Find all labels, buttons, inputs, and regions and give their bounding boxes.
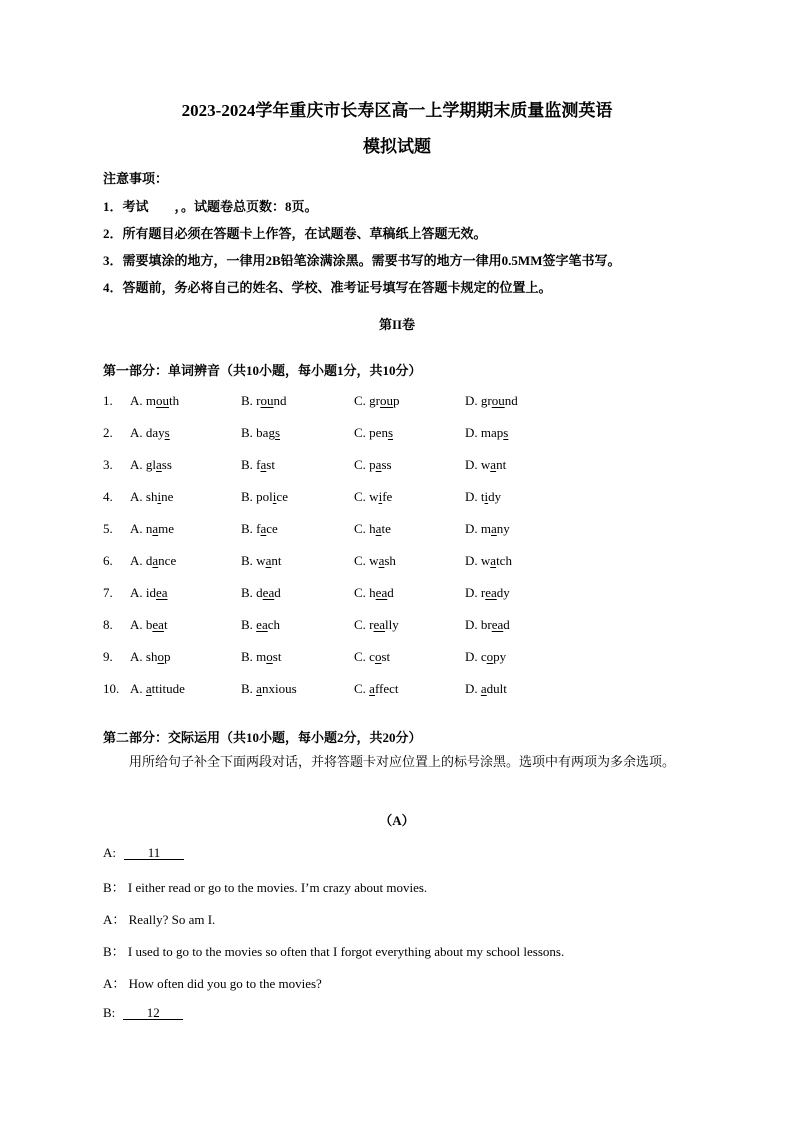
underlined-letters: ea — [485, 585, 497, 600]
option-c: C. pass — [354, 457, 392, 472]
speaker-label: A： — [103, 976, 126, 991]
option-d: D. ready — [465, 585, 510, 600]
underlined-letters: a — [260, 457, 267, 472]
underlined-letters: a — [156, 457, 162, 472]
option-c: C. wash — [354, 553, 396, 568]
option-b: B. bags — [241, 425, 281, 440]
option-b: B. round — [241, 393, 287, 408]
part2-heading: 第二部分：交际运用（共10小题，每小题2分，共20分） — [103, 730, 422, 745]
underlined-letters: a — [375, 521, 382, 536]
dialogue-line — [103, 973, 322, 992]
speaker-label: A： — [103, 912, 126, 927]
underlined-letters: i — [272, 489, 277, 504]
underlined-letters: o — [374, 649, 382, 664]
option-c: C. head — [354, 585, 394, 600]
underlined-letters: a — [491, 521, 497, 536]
option-c: C. hate — [354, 521, 391, 536]
underlined-letters: i — [484, 489, 489, 504]
option-c: C. wife — [354, 489, 393, 504]
speaker-label: B： — [103, 880, 125, 895]
option-c: C. pens — [354, 425, 394, 440]
exam-title-line2: 模拟试题 — [363, 137, 431, 156]
option-b: B. each — [241, 617, 280, 632]
underlined-letters: a — [265, 553, 272, 568]
underlined-letters: a — [369, 681, 375, 696]
question-number: 5. — [103, 521, 113, 536]
underlined-letters: ea — [491, 617, 504, 632]
question-number: 10. — [103, 681, 120, 696]
dialogue-line — [103, 1005, 183, 1021]
underlined-letters: s — [503, 425, 509, 440]
dialogue-line — [103, 877, 427, 896]
question-number: 1. — [103, 393, 113, 408]
underlined-letters: ea — [373, 617, 386, 632]
question-number: 7. — [103, 585, 113, 600]
underlined-letters: s — [274, 425, 281, 440]
underlined-letters: s — [164, 425, 170, 440]
underlined-letters: a — [490, 553, 497, 568]
underlined-letters: s — [387, 425, 394, 440]
option-a: A. dance — [130, 553, 177, 568]
underlined-letters: i — [378, 489, 383, 504]
underlined-letters: a — [256, 681, 262, 696]
question-number: 6. — [103, 553, 113, 568]
speaker-label: A: — [103, 845, 116, 860]
underlined-letters: ou — [380, 393, 393, 408]
underlined-letters: ou — [156, 393, 169, 408]
option-b: B. police — [241, 489, 288, 504]
underlined-letters: ea — [156, 585, 168, 600]
option-a: A. beat — [130, 617, 168, 632]
option-b: B. dead — [241, 585, 281, 600]
notice-item-2: 2．所有题目必须在答题卡上作答，在试题卷、草稿纸上答题无效。 — [103, 226, 487, 241]
underlined-letters: ou — [491, 393, 505, 408]
option-a: A. idea — [130, 585, 168, 600]
dialogue-line — [103, 845, 184, 861]
option-d: D. adult — [465, 681, 507, 696]
dialogue-text: I either read or go to the movies. I’m crazy about movies. — [124, 880, 428, 895]
option-c: C. group — [354, 393, 400, 408]
underlined-letters: o — [266, 649, 273, 664]
underlined-letters: ea — [152, 617, 164, 632]
answer-blank: 12 — [123, 1006, 183, 1020]
notice-item-3: 3．需要填涂的地方，一律用2B铅笔涂满涂黑。需要书写的地方一律用0.5MM签字笔书写。 — [103, 253, 621, 268]
question-number: 8. — [103, 617, 113, 632]
notice-item-1: 1．考试 ，。试题卷总页数：8页。 — [103, 199, 318, 214]
option-c: C. cost — [354, 649, 391, 664]
option-c: C. affect — [354, 681, 399, 696]
underlined-letters: a — [490, 457, 497, 472]
underlined-letters: a — [152, 553, 159, 568]
dialogue-text: How often did you go to the movies? — [125, 976, 322, 991]
option-a: A. attitude — [130, 681, 185, 696]
underlined-letters: ea — [375, 585, 388, 600]
option-d: D. bread — [465, 617, 510, 632]
option-b: B. fast — [241, 457, 275, 472]
option-a: A. days — [130, 425, 170, 440]
question-number: 2. — [103, 425, 113, 440]
option-d: D. tidy — [465, 489, 502, 504]
option-c: C. really — [354, 617, 399, 632]
underlined-letters: i — [157, 489, 162, 504]
notice-heading: 注意事项： — [103, 171, 169, 186]
section-a-label: （A） — [379, 813, 415, 828]
option-b: B. most — [241, 649, 282, 664]
volume-label: 第II卷 — [378, 317, 416, 332]
underlined-letters: ea — [262, 585, 275, 600]
notice-item-4: 4．答题前，务必将自己的姓名、学校、准考证号填写在答题卡规定的位置上。 — [103, 280, 552, 295]
part2-instructions: 用所给句子补全下面两段对话，并将答题卡对应位置上的标号涂黑。选项中有两项为多余选项。 — [129, 754, 676, 769]
underlined-letters: a — [480, 681, 487, 696]
option-a: A. mouth — [130, 393, 180, 408]
option-d: D. many — [465, 521, 510, 536]
underlined-letters: ea — [256, 617, 268, 632]
dialogue-line — [103, 909, 215, 928]
option-b: B. face — [241, 521, 278, 536]
question-number: 9. — [103, 649, 113, 664]
dialogue-text: Really? So am I. — [125, 912, 216, 927]
option-a: A. glass — [130, 457, 172, 472]
exam-title-line1: 2023-2024学年重庆市长寿区高一上学期期末质量监测英语 — [181, 101, 613, 120]
part1-heading: 第一部分：单词辨音（共10小题，每小题1分，共10分） — [103, 363, 422, 378]
underlined-letters: a — [375, 457, 382, 472]
option-d: D. copy — [465, 649, 507, 664]
option-d: D. want — [465, 457, 507, 472]
underlined-letters: a — [260, 521, 267, 536]
underlined-letters: a — [378, 553, 385, 568]
dialogue-line — [103, 941, 564, 960]
option-d: D. maps — [465, 425, 509, 440]
underlined-letters: o — [157, 649, 164, 664]
dialogue-text: I used to go to the movies so often that I forgot everything about my school lessons. — [124, 944, 565, 959]
underlined-letters: a — [145, 681, 152, 696]
answer-blank: 11 — [124, 846, 184, 860]
underlined-letters: a — [152, 521, 159, 536]
underlined-letters: o — [486, 649, 494, 664]
option-b: B. anxious — [241, 681, 297, 696]
speaker-label: B: — [103, 1005, 116, 1020]
underlined-letters: ou — [260, 393, 274, 408]
option-a: A. name — [130, 521, 175, 536]
option-d: D. ground — [465, 393, 518, 408]
option-d: D. watch — [465, 553, 512, 568]
speaker-label: B： — [103, 944, 125, 959]
question-number: 4. — [103, 489, 113, 504]
option-a: A. shine — [130, 489, 174, 504]
option-b: B. want — [241, 553, 282, 568]
question-number: 3. — [103, 457, 113, 472]
option-a: A. shop — [130, 649, 171, 664]
